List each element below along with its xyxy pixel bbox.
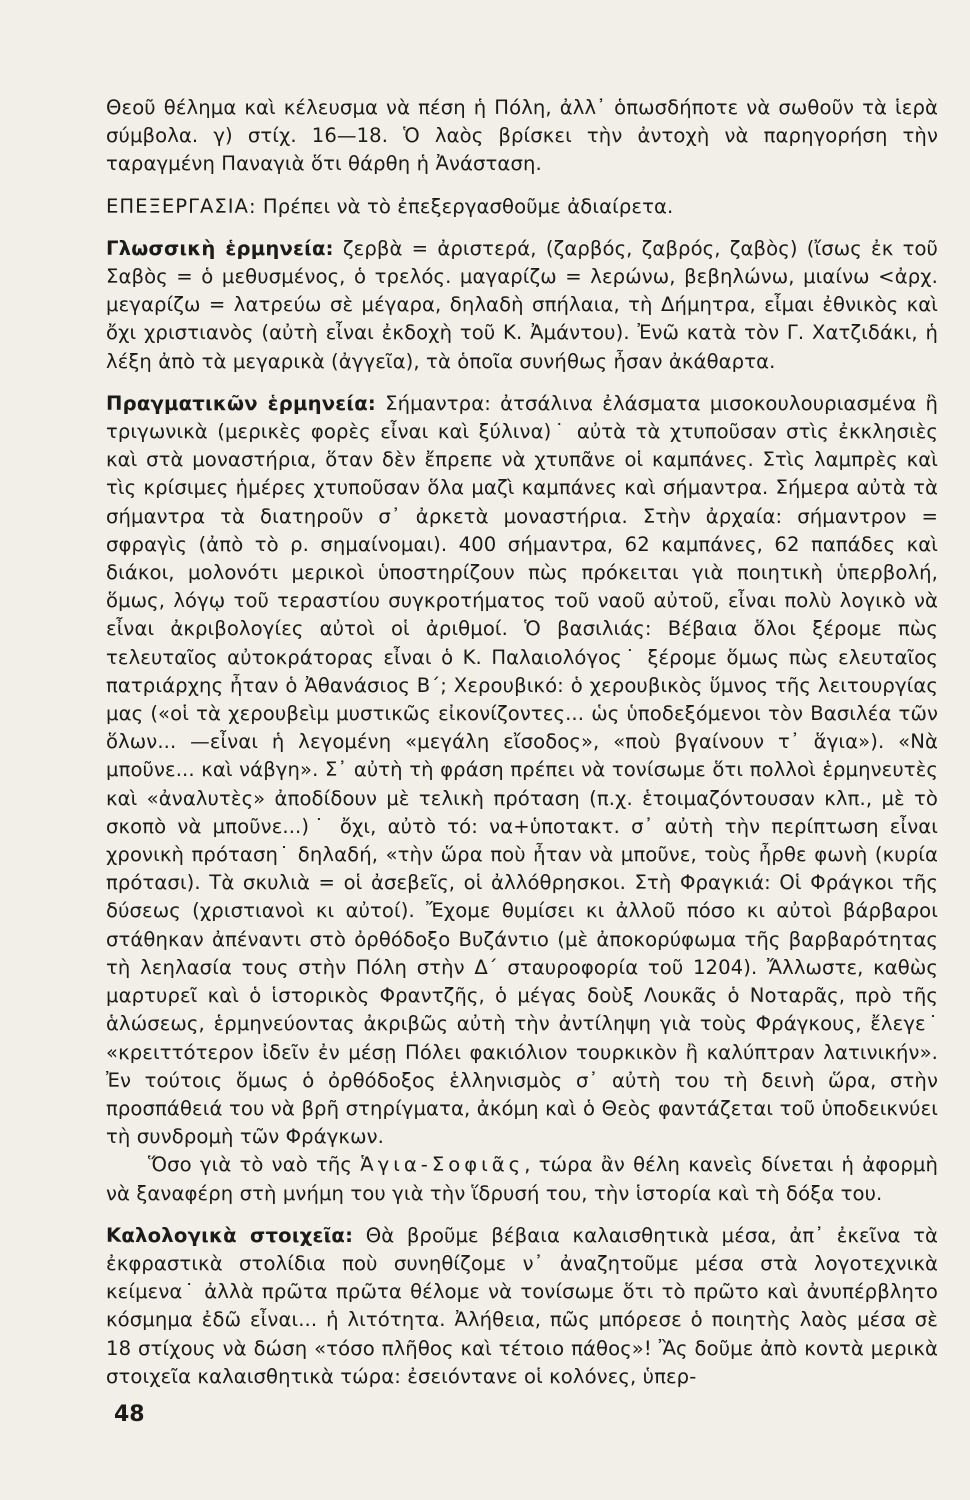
processing-text: Πρέπει νὰ τὸ ἐπεξεργασθοῦμε ἀδιαίρετα. bbox=[256, 194, 674, 218]
linguistic-heading: Γλωσσικὴ ἑρμηνεία: bbox=[106, 236, 334, 260]
page-number: 48 bbox=[114, 1402, 145, 1427]
paragraph-intro bbox=[106, 94, 938, 179]
hagia-sophia-spaced-name: Ἁγια-Σοφιᾶς bbox=[360, 1153, 525, 1177]
aesthetic-text: Θὰ βροῦμε βέβαια καλαισθητικὰ μέσα, ἀπ᾽ ἐκεῖνα τὰ ἐκφραστικὰ στολίδια ποὺ συνηθίζομε ν᾽ ἀναζητοῦμε μέσα στὰ λογοτεχνικὰ κείμενα˙ ἀλλὰ πρῶτα πρῶτα θέλομε νὰ τονίσωμε ὅτι τὸ πρῶτο καὶ ἀνυπέρβλητο κόσμημα ἐδῶ εἶναι... ἡ λιτότητα. Ἀλήθεια, πῶς μπόρεσε ὁ ποιητὴς λαὸς μέσα σὲ 18 στίχους νὰ δώση «τόσο πλῆθος καὶ τέτοιο πάθος»! Ἂς δοῦμε ἀπὸ κοντὰ μερικὰ στοιχεῖα καλαισθητικὰ τώρα: ἐσειόντανε οἱ κολόνες, ὑπερ- bbox=[106, 1223, 939, 1388]
processing-heading: ΕΠΕΞΕΡΓΑΣΙΑ: bbox=[106, 194, 257, 218]
paragraph-linguistic bbox=[106, 235, 938, 376]
factual-text: Σήμαντρα: ἀτσάλινα ἐλάσματα μισοκουλουριασμένα ἢ τριγωνικὰ (μερικὲς φορὲς εἶναι καὶ ξύλινα)˙ αὐτὰ τὰ χτυποῦσαν στὶς ἐκκλησιὲς καὶ στὰ μοναστήρια, ὅταν δὲν ἔπρεπε νὰ χτυπᾶνε οἱ καμπάνες. Στὶς λαμπρὲς καὶ τὶς κρίσιμες ἡμέρες χτυποῦσαν ὅλα μαζὶ καμπάνες καὶ σήμαντρα. Σήμερα αὐτὰ τὰ σήμαντρα τὰ διατηροῦν σ᾽ ἀρκετὰ μοναστήρια. Στὴν ἀρχαία: σήμαντρον = σφραγὶς (ἀπὸ τὸ ρ. σημαίνομαι). 400 σήμαντρα, 62 καμπάνες, 62 παπάδες καὶ διάκοι, μολονότι μερικοὶ ὑποστηρίζουν πὼς πρόκειται γιὰ ποιητικὴ ὑπερβολή, ὅμως, λόγῳ τοῦ τεραστίου συγκροτήματος τοῦ ναοῦ αὐτοῦ, εἶναι πολὺ λογικὸ νὰ εἶναι ἀκριβολογίες αὐτοὶ οἱ ἀριθμοί. Ὁ βασιλιάς: Βέβαια ὅλοι ξέρομε πὼς τελευταῖος αὐτοκράτορας εἶναι ὁ Κ. Παλαιολόγος˙ ξέρομε ὅμως πὼς ελευταῖος πατριάρχης ἦταν ὁ Ἀθανάσιος Β΄; Χερουβικό: ὁ χερουβικὸς ὕμνος τῆς λειτουργίας μας («οἱ τὰ χερουβεὶμ μυστικῶς εἰκονίζοντες... ὡς ὑποδεξόμενοι τὸν Βασιλέα τῶν ὅλων... —εἶναι ἡ λεγομένη «μεγάλη εἴσοδος», «ποὺ βγαίνουν τ᾽ ἅγια»). «Νὰ μποῦνε... καὶ νάβγη». Σ᾽ αὐτὴ τὴ φράση πρέπει νὰ τονίσωμε ὅτι πολλοὶ ἑρμηνευτὲς καὶ «ἀναλυτὲς» ἀποδίδουν μὲ τελικὴ πρόταση (π.χ. ἑτοιμαζόντουσαν κλπ., μὲ τὸ σκοπὸ νὰ μποῦνε...)˙ ὄχι, αὐτὸ τό: να+ὑποτακτ. σ᾽ αὐτὴ τὴν περίπτωση εἶναι χρονικὴ πρόταση˙ δηλαδή, «τὴν ὥρα ποὺ ἦταν νὰ μποῦνε, τοὺς ἦρθε φωνὴ (κυρία πρότασι). Τὰ σκυλιὰ = οἱ ἀσεβεῖς, οἱ ἀλλόθρησκοι. Στὴ Φραγκιά: Οἱ Φράγκοι τῆς δύσεως (χριστιανοὶ κι αὐτοί). Ἔχομε θυμίσει κι ἀλλοῦ πόσο κι αὐτοὶ βάρβαροι στάθηκαν ἀπέναντι στὸ ὀρθόδοξο Βυζάντιο (μὲ ἀποκορύφωμα τῆς βαρβαρότητας τὴ λεηλασία τους στὴν Πόλη στὴν Δ΄ σταυροφορία τοῦ 1204). Ἄλλωστε, καθὼς μαρτυρεῖ καὶ ὁ ἱστορικὸς Φραντζῆς, ὁ μέγας δοὺξ Λουκᾶς ὁ Νοταρᾶς, πρὸ τῆς ἁλώσεως, ἑρμηνεύοντας ἀκριβῶς αὐτὴ τὴν ἀντίληψη γιὰ τοὺς Φράγκους, ἔλεγε˙ «κρειττότερον ἰδεῖν ἐν μέσῃ Πόλει φακιόλιον τουρκικὸν ἢ καλύπτραν λατινικήν». Ἐν τούτοις ὅμως ὁ ὀρθόδοξος ἑλληνισμὸς σ᾽ αὐτὴ του τὴ δεινὴ ὥρα, στὴν προσπάθειά του νὰ βρῆ στηρίγματα, ἀκόμη καὶ ὁ Θεὸς φαντάζεται τοῦ ὑποδεικνύει τὴ συνδρομὴ τῶν Φράγκων. bbox=[106, 391, 938, 1149]
factual-heading: Πραγματικῶν ἑρμηνεία: bbox=[106, 391, 376, 415]
hagia-sophia-text-after: , τώρα ἂν θέλη κανεὶς δίνεται ἡ ἀφορμὴ νὰ ξαναφέρη στὴ μνήμη του γιὰ τὴν ἵδρυσή του, τὴν ἱστορία καὶ τὴ δόξα του. bbox=[106, 1153, 938, 1205]
hagia-sophia-text-before: Ὅσο γιὰ τὸ ναὸ τῆς bbox=[148, 1153, 361, 1177]
aesthetic-heading: Καλολογικὰ στοιχεῖα: bbox=[106, 1223, 354, 1247]
paragraph-intro-text: Θεοῦ θέλημα καὶ κέλευσμα νὰ πέση ἡ Πόλη, ἀλλ᾽ ὁπωσδήποτε νὰ σωθοῦν τὰ ἱερὰ σύμβολα. γ) στίχ. 16—18. Ὁ λαὸς βρίσκει τὴν ἀντοχὴ νὰ παρηγορήση τὴν ταραγμένη Παναγιὰ ὅτι θάρθη ἡ Ἀνάσταση. bbox=[106, 96, 938, 176]
paragraph-hagia-sophia bbox=[106, 1151, 938, 1207]
paragraph-factual bbox=[106, 390, 938, 1151]
paragraph-aesthetic bbox=[106, 1222, 938, 1391]
linguistic-text: ζερβὰ = ἀριστερά, (ζαρβός, ζαβρός, ζαβὸς) (ἴσως ἐκ τοῦ Σαβὸς = ὁ μεθυσμένος, ὁ τρελός. μαγαρίζω = λερώνω, βεβηλώνω, μιαίνω <ἀρχ. μεγαρίζω = λατρεύω σὲ μέγαρα, δηλαδὴ σπήλαια, τὴ Δήμητρα, εἶμαι ἐθνικὸς καὶ ὄχι χριστιανὸς (αὐτὴ εἶναι ἐκδοχὴ τοῦ Κ. Ἀμάντου). Ἐνῶ κατὰ τὸν Γ. Χατζιδάκι, ἡ λέξη ἀπὸ τὰ μεγαρικὰ (ἀγγεῖα), τὰ ὁποῖα συνήθως ἦσαν ἀκάθαρτα. bbox=[106, 236, 938, 373]
paragraph-processing bbox=[106, 193, 938, 221]
